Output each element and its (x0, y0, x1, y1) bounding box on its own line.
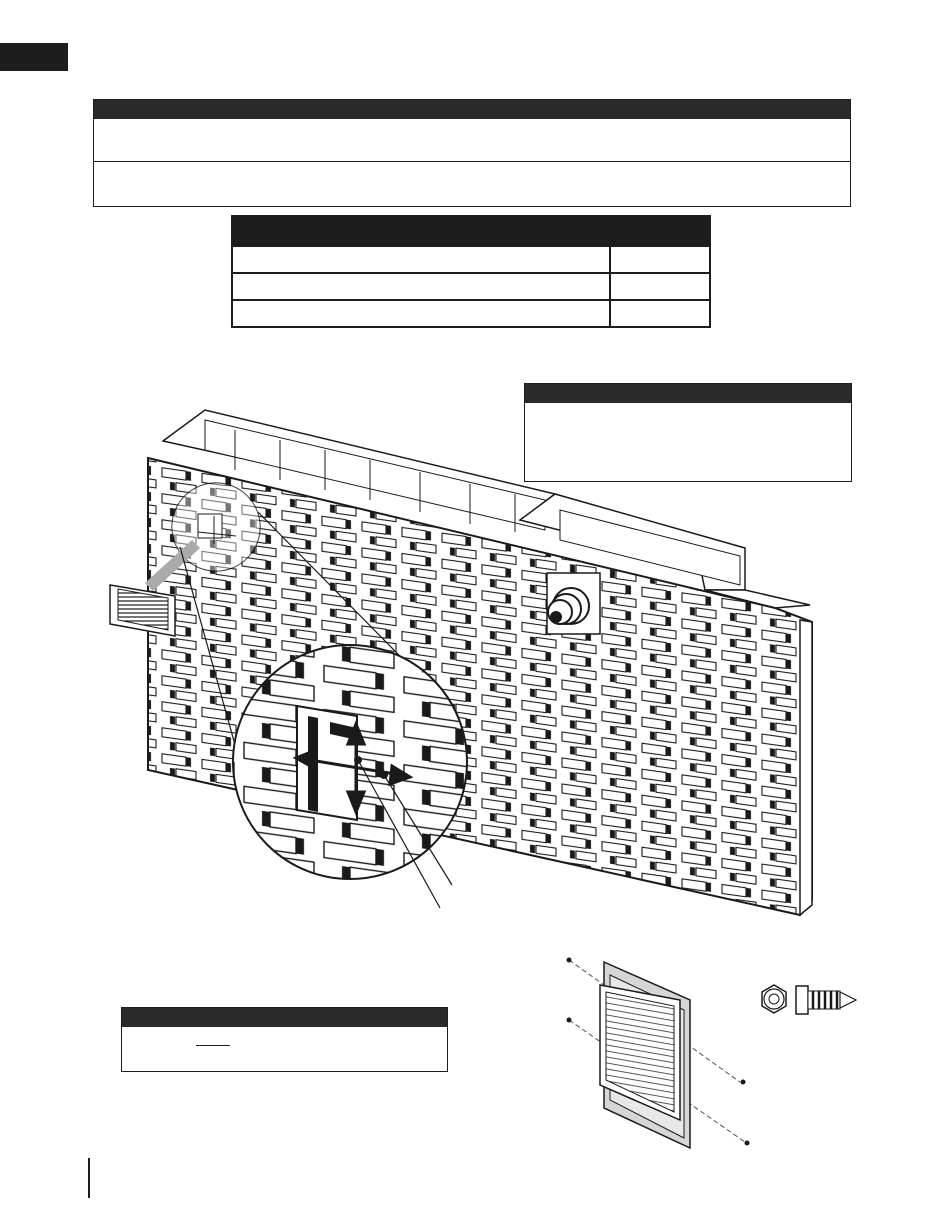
screw-illustration (762, 985, 856, 1014)
note-title-bar (525, 384, 851, 403)
underline-blank (196, 1045, 230, 1046)
note2-title-bar (122, 1008, 447, 1027)
grille-assembly-illustration (567, 958, 750, 1149)
note-box-bottom (121, 1007, 448, 1072)
page-margin-rule (88, 1158, 90, 1198)
note-box (524, 383, 852, 482)
